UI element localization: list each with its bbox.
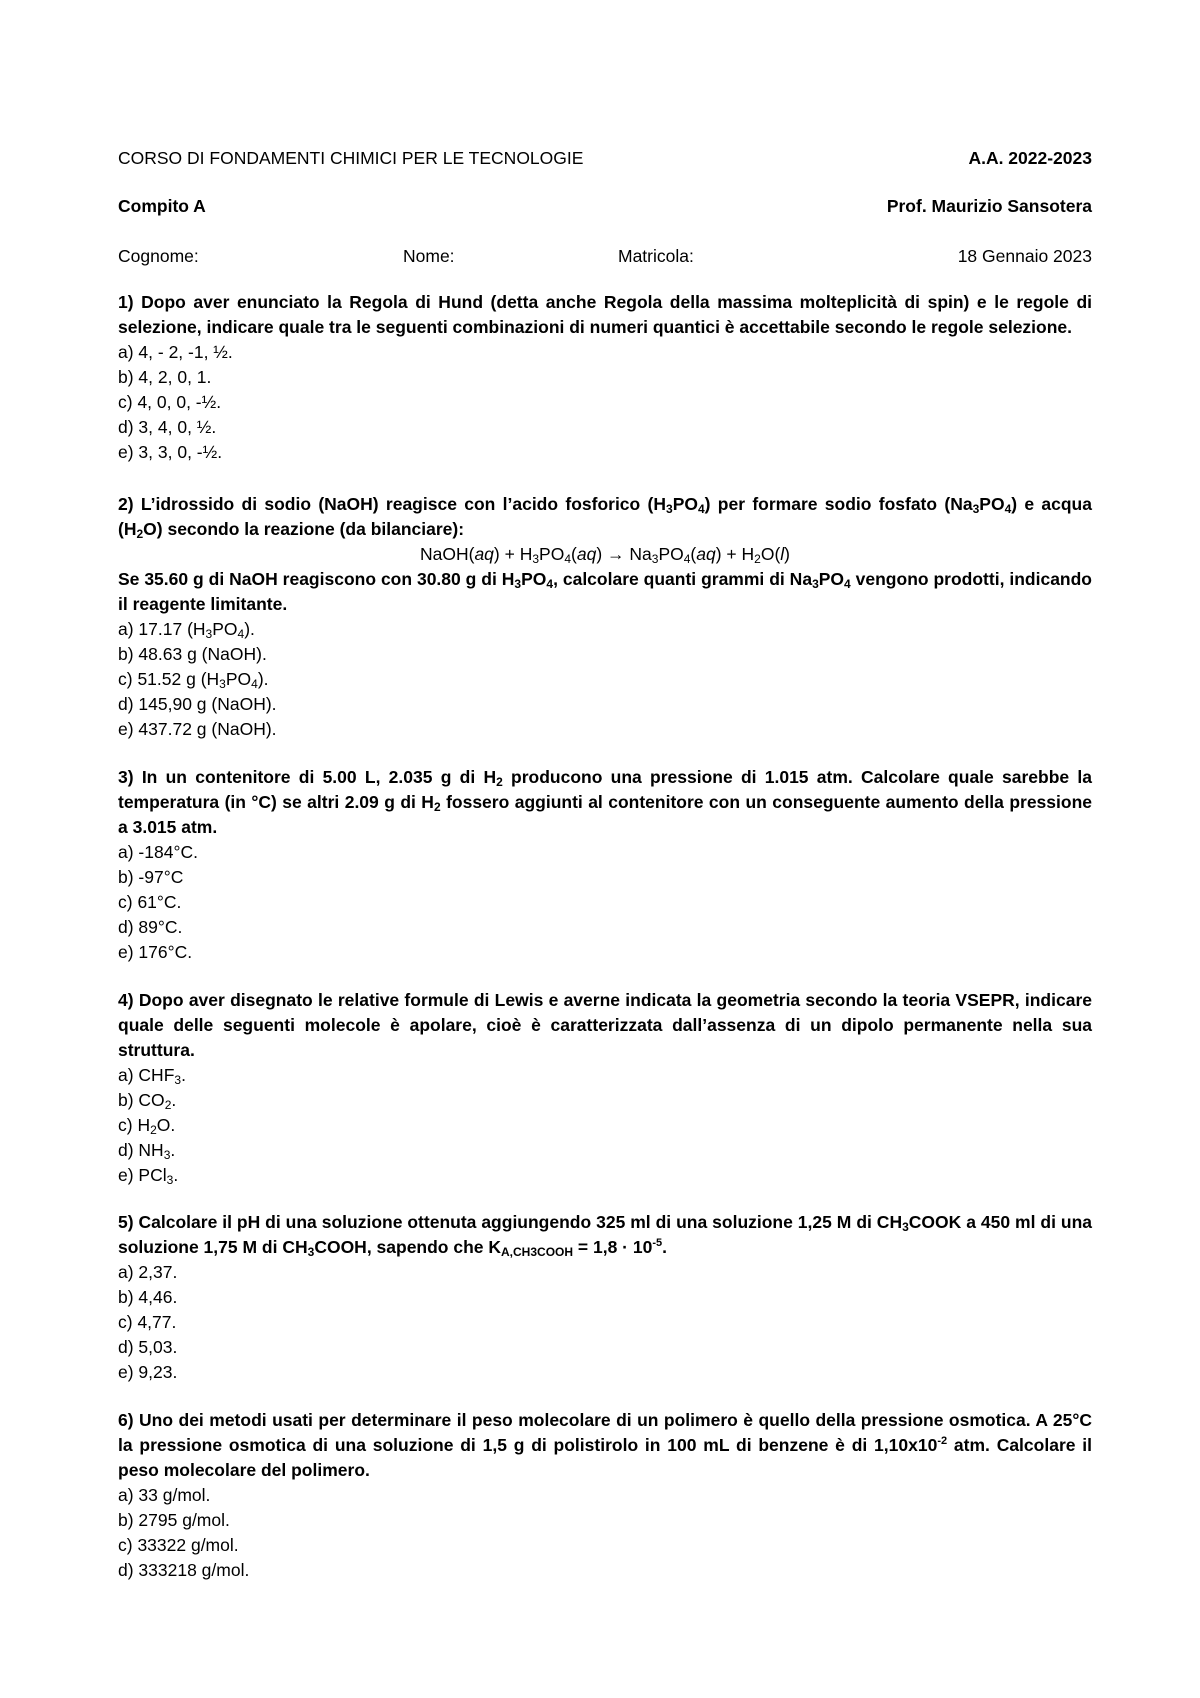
text-run: L’idrossido di sodio (NaOH) reagisce con l’acido fosforico (H — [140, 494, 666, 514]
subscript: 4 — [251, 677, 258, 691]
text-run: ) — [784, 544, 790, 564]
text-run: PO — [658, 544, 684, 564]
answer-option — [118, 1113, 1092, 1138]
subscript: 4 — [237, 627, 245, 641]
academic-year: A.A. 2022-2023 — [968, 148, 1092, 168]
answer-option: d) 5,03. — [118, 1337, 178, 1357]
answer-option — [118, 617, 1092, 642]
text-run: COOH, sapendo che K — [314, 1237, 502, 1257]
subscript: 4 — [844, 577, 851, 591]
subscript: 2 — [150, 1123, 157, 1137]
text-run: ( — [690, 544, 697, 564]
answer-option — [118, 692, 1092, 717]
text-run: e) PCl — [118, 1165, 167, 1185]
subscript: 3 — [163, 1148, 171, 1162]
text-run: b) CO — [118, 1090, 165, 1110]
text-run: vengono prodotti, indicando il reagente limitante. — [118, 569, 1092, 614]
text-run: PO — [225, 669, 252, 689]
subscript: A,CH3COOH — [501, 1245, 574, 1259]
text-run: PO — [672, 494, 698, 514]
question-number: 5) — [118, 1212, 134, 1232]
answer-option — [118, 1138, 1092, 1163]
surname-label: Cognome: — [118, 246, 199, 266]
question-6-stem — [118, 1408, 1092, 1483]
text-run: ). — [257, 669, 269, 689]
question-5 — [118, 1210, 1092, 1385]
subscript: 2 — [496, 775, 503, 789]
text-run: Uno dei metodi usati per determinare il peso molecolare di un polimero è quello della pressione osmotica. A 25°C la pressione osmotica di una soluzione di 1,5 g di polistirolo in 100 mL di benzene è di 1,10x10 — [118, 1410, 1092, 1455]
subscript: 3 — [532, 552, 540, 566]
header-row-1 — [118, 146, 1092, 171]
text-run: fossero aggiunti al contenitore con un conseguente aumento della pressione a 3.015 atm. — [118, 792, 1092, 837]
answer-option: a) 4, - 2, -1, ½. — [118, 342, 233, 362]
answer-option: e) 3, 3, 0, -½. — [118, 442, 223, 462]
answer-option: d) 89°C. — [118, 917, 183, 937]
question-3-stem — [118, 765, 1092, 840]
question-number: 2) — [118, 494, 134, 514]
header-row-2 — [118, 194, 1092, 219]
text-run: b) 48.63 g (NaOH). — [118, 644, 267, 664]
state-symbol: aq — [576, 544, 597, 564]
answer-option: c) 61°C. — [118, 892, 182, 912]
text-run: COOK a 450 ml di una soluzione 1,75 M di CH — [118, 1212, 1093, 1257]
text-run: e) 437.72 g (NaOH). — [118, 719, 277, 739]
subscript: 2 — [164, 1098, 172, 1112]
question-5-stem — [118, 1210, 1092, 1260]
text-run: ) + H — [493, 544, 533, 564]
text-run: PO — [212, 619, 238, 639]
subscript: 3 — [666, 502, 673, 516]
student-id-label: Matricola: — [618, 246, 694, 266]
answer-option: c) 4,77. — [118, 1312, 177, 1332]
text-run: c) H — [118, 1115, 151, 1135]
text-run: PO — [818, 569, 845, 589]
answer-option: d) 3, 4, 0, ½. — [118, 417, 217, 437]
text-run: O. — [156, 1115, 176, 1135]
answer-option — [118, 1163, 1092, 1188]
text-run: atm. Calcolare il peso molecolare del polimero. — [118, 1435, 1093, 1480]
answer-option — [118, 717, 1092, 742]
text-run: a) CHF — [118, 1065, 175, 1085]
name-label: Nome: — [403, 246, 455, 266]
superscript: -2 — [937, 1435, 948, 1447]
subscript: 2 — [754, 552, 761, 566]
subscript: 2 — [433, 800, 441, 814]
text-run: producono una pressione di 1.015 atm. Calcolare quale sarebbe la temperatura (in °C) se altri 2.09 g di H — [118, 767, 1092, 812]
question-4 — [118, 988, 1092, 1188]
text-run: ). — [244, 619, 255, 639]
text-run: d) NH — [118, 1140, 164, 1160]
answer-option: a) 33 g/mol. — [118, 1485, 211, 1505]
text-run: . — [181, 1065, 186, 1085]
text-run: ) e acqua (H — [118, 494, 1092, 539]
text-run: = 1,8 · 10 — [573, 1237, 653, 1257]
text-run: PO — [979, 494, 1005, 514]
question-3 — [118, 765, 1092, 965]
text-run: . — [171, 1090, 177, 1110]
answer-option — [118, 1088, 1092, 1113]
question-text: Dopo aver disegnato le relative formule di Lewis e averne indicata la geometria secondo la teoria VSEPR, indicare quale delle seguenti molecole è apolare, cioè è caratterizzata dall’assenza di un dipolo permanente nella sua struttura. — [118, 990, 1092, 1060]
answer-option: c) 33322 g/mol. — [118, 1535, 239, 1555]
text-run: . — [173, 1165, 179, 1185]
question-2-question — [118, 567, 1092, 617]
text-run: . — [170, 1140, 176, 1160]
text-run: ( — [571, 544, 577, 564]
answer-option — [118, 1063, 1092, 1088]
answer-option — [118, 642, 1092, 667]
text-run: ) per formare sodio fosfato (Na — [704, 494, 973, 514]
answer-option: c) 4, 0, 0, -½. — [118, 392, 222, 412]
professor-name: Prof. Maurizio Sansotera — [886, 196, 1092, 216]
subscript: 3 — [972, 502, 980, 516]
question-number: 3) — [118, 767, 134, 787]
text-run: Se 35.60 g di NaOH reagiscono con 30.80 g di H — [118, 569, 515, 589]
subscript: 3 — [205, 627, 213, 641]
text-run: In un contenitore di 5.00 L, 2.035 g di H — [141, 767, 497, 787]
exam-version: Compito A — [118, 196, 206, 216]
answer-option: b) 4, 2, 0, 1. — [118, 367, 212, 387]
subscript: 3 — [166, 1173, 174, 1187]
answer-option: e) 176°C. — [118, 942, 193, 962]
exam-date: 18 Gennaio 2023 — [957, 246, 1092, 266]
text-run: O( — [760, 544, 781, 564]
subscript: 4 — [546, 577, 554, 591]
subscript: 3 — [307, 1245, 315, 1259]
state-symbol: l — [780, 544, 785, 564]
text-run: c) 51.52 g (H — [118, 669, 220, 689]
text-run: ) + H — [715, 544, 755, 564]
text-run: . — [662, 1237, 667, 1257]
subscript: 4 — [697, 502, 705, 516]
question-1-stem — [118, 290, 1092, 340]
subscript: 3 — [514, 577, 522, 591]
text-run: Calcolare il pH di una soluzione ottenuta aggiungendo 325 ml di una soluzione 1,25 M di CH — [138, 1212, 903, 1232]
subscript: 3 — [651, 552, 659, 566]
subscript: 3 — [174, 1073, 182, 1087]
chemical-equation — [118, 542, 1092, 567]
question-2-intro — [118, 492, 1092, 542]
answer-option: a) 2,37. — [118, 1262, 178, 1282]
answer-option: e) 9,23. — [118, 1362, 178, 1382]
answer-option: a) -184°C. — [118, 842, 198, 862]
answer-option: b) -97°C — [118, 867, 184, 887]
question-text: Dopo aver enunciato la Regola di Hund (detta anche Regola della massima molteplicità di spin) e le regole di selezione, indicare quale tra le seguenti combinazioni di numeri quantici è accettabile secondo le regole selezione. — [118, 292, 1092, 337]
question-2 — [118, 492, 1092, 742]
subscript: 2 — [136, 527, 144, 541]
text-run: O) secondo la reazione (da bilanciare): — [143, 519, 465, 539]
answer-option: d) 333218 g/mol. — [118, 1560, 250, 1580]
text-run: d) 145,90 g (NaOH). — [118, 694, 277, 714]
question-number: 6) — [118, 1410, 134, 1430]
text-run: ) → Na — [596, 544, 652, 564]
question-6 — [118, 1408, 1092, 1583]
text-run: , calcolare quanti grammi di Na — [553, 569, 813, 589]
subscript: 3 — [219, 677, 226, 691]
text-run: PO — [521, 569, 547, 589]
answer-option: b) 4,46. — [118, 1287, 178, 1307]
course-title: CORSO DI FONDAMENTI CHIMICI PER LE TECNOLOGIE — [118, 148, 584, 168]
question-4-stem — [118, 988, 1092, 1063]
state-symbol: aq — [474, 544, 494, 564]
question-1 — [118, 290, 1092, 465]
question-number: 1) — [118, 292, 134, 312]
answer-option: b) 2795 g/mol. — [118, 1510, 230, 1530]
state-symbol: aq — [696, 544, 716, 564]
subscript: 3 — [812, 577, 819, 591]
answer-option — [118, 667, 1092, 692]
subscript: 3 — [902, 1220, 909, 1234]
subscript: 4 — [564, 552, 572, 566]
subscript: 4 — [683, 552, 691, 566]
superscript: -5 — [652, 1237, 663, 1249]
subscript: 4 — [1004, 502, 1012, 516]
text-run: NaOH( — [420, 544, 475, 564]
text-run: PO — [539, 544, 565, 564]
text-run: a) 17.17 (H — [118, 619, 206, 639]
question-number: 4) — [118, 990, 134, 1010]
